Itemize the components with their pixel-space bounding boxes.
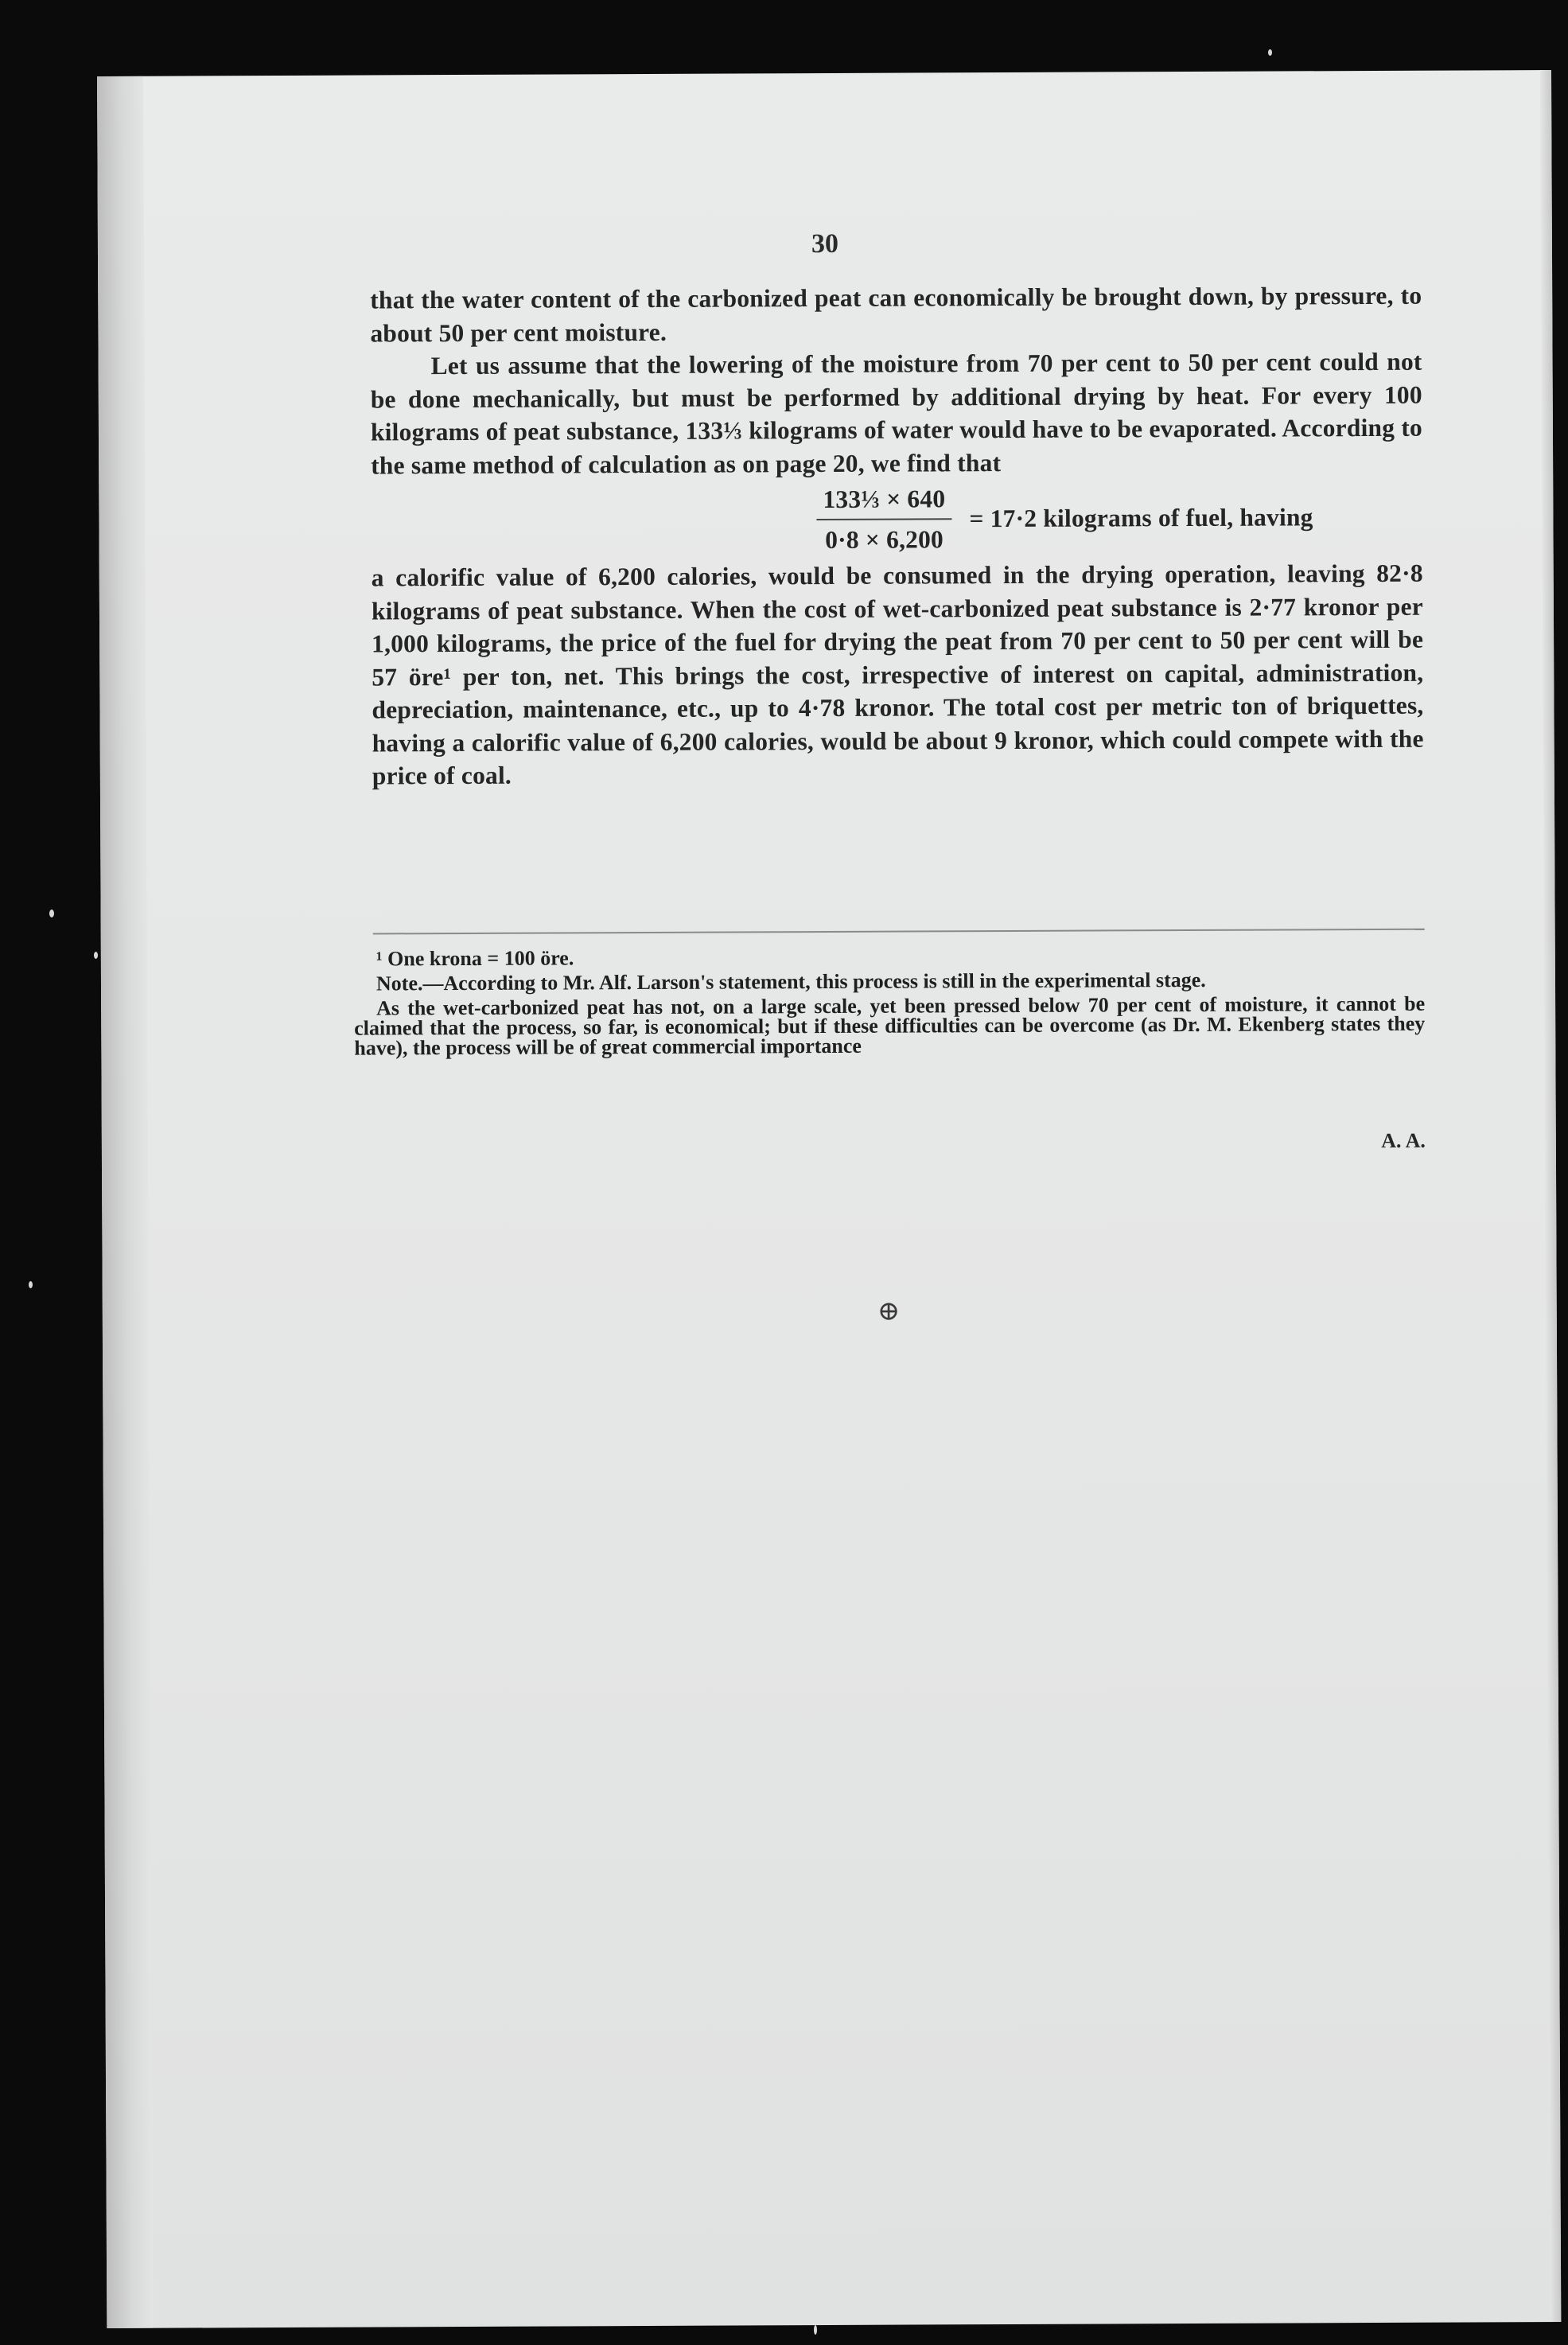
equation-line — [371, 477, 1422, 562]
footnote-1: ¹ One krona = 100 öre. — [375, 946, 574, 971]
equation-fraction — [816, 482, 951, 557]
scanned-page — [97, 70, 1561, 2328]
main-text — [370, 279, 1424, 793]
page-binding-edge — [97, 76, 153, 2328]
equation-denominator: 0·8 × 6,200 — [816, 518, 951, 556]
scan-speck — [29, 1281, 33, 1288]
scan-speck — [49, 910, 54, 917]
page-right-edge — [1540, 70, 1561, 2322]
registration-mark-icon: ⊕ — [877, 1296, 901, 1326]
scan-speck — [94, 952, 98, 959]
equation-numerator: 133⅓ × 640 — [823, 484, 946, 513]
scan-speck — [1268, 49, 1272, 56]
scan-speck — [814, 2325, 817, 2335]
paragraph-2: Let us assume that the lowering of the moisture from 70 per cent to 50 per cent could not be done mechanically, but must be performed by additional drying by heat. For every 100 kilograms of peat substance, 133⅓ kilograms of water would have to be evaporated. According to the same method of calculation as on page 20, we find that — [370, 347, 1423, 479]
footnote-note-2: As the wet-carbonized peat has not, on a large scale, yet been pressed below 70 per cent of moisture, it cannot be claimed that the process, so far, is economical; but if these difficulties can be overcome (as Dr. M. Ekenberg states they have), the process will be of great commercial importance — [354, 991, 1426, 1060]
paragraph-3: a calorific value of 6,200 calories, would be consumed in the drying operation, leaving 82·8 kilograms of peat substance. When the cost of wet-carbonized peat substance is 2·77 kronor per 1,000 kilograms, the price of the fuel for drying the peat from 70 per cent to 50 per cent will be 57 öre¹ per ton, net. This brings the cost, irrespective of interest on capital, administration, depreciation, maintenance, etc., up to 4·78 kronor. The total cost per metric ton of briquettes, having a calorific value of 6,200 calories, would be about 9 kronor, which could compete with the price of coal. — [371, 559, 1424, 790]
signature-initials: A. A. — [1381, 1128, 1426, 1152]
paragraph-1: that the water content of the carbonized peat can economically be brought down, by pressure, to about 50 per cent moisture. — [370, 281, 1422, 347]
footnote-rule — [373, 929, 1425, 935]
page-number: 30 — [811, 228, 839, 259]
footnote-note: Note.—According to Mr. Alf. Larson's statement, this process is still in the experimental stage. — [375, 968, 1206, 995]
equation-spacer — [371, 520, 816, 521]
equation-result: = 17·2 kilograms of fuel, having — [969, 503, 1313, 533]
footnotes — [354, 945, 1426, 1063]
